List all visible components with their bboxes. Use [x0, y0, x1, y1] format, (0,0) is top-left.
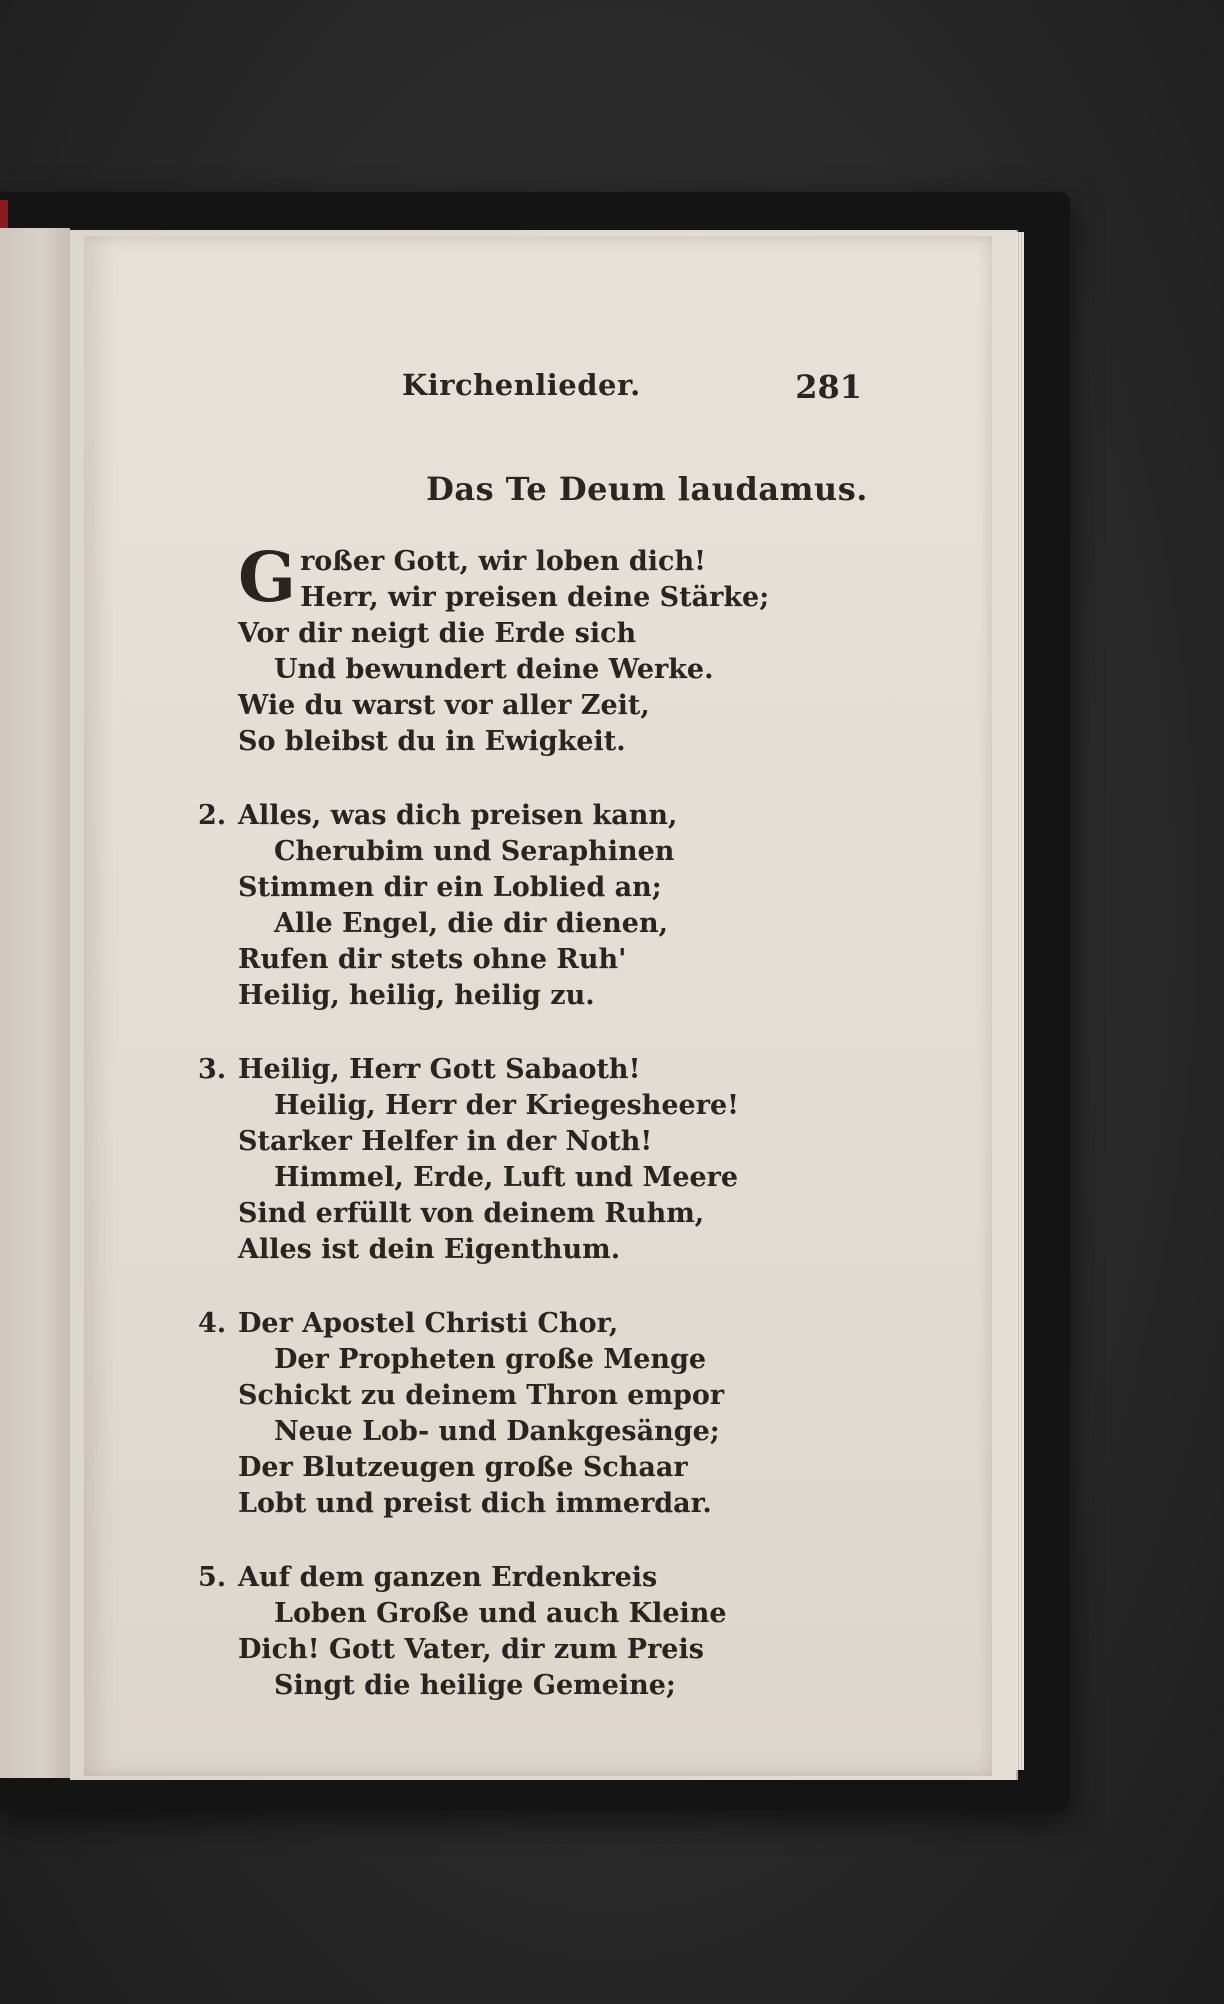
verse-line: Himmel, Erde, Luft und Meere — [274, 1162, 739, 1193]
stanza-number: 4. — [198, 1308, 227, 1339]
verse-line: Wie du warst vor aller Zeit, — [238, 690, 650, 721]
verse-line: Alles ist dein Eigenthum. — [238, 1234, 621, 1265]
hymn-title: Das Te Deum laudamus. — [426, 470, 868, 508]
verse-line: Alles, was dich preisen kann, — [238, 800, 678, 831]
verse-line: Rufen dir stets ohne Ruh' — [238, 944, 627, 975]
previous-page-edge — [0, 228, 70, 1778]
verse-line: Der Apostel Christi Chor, — [238, 1308, 619, 1339]
verse-line: Der Blutzeugen große Schaar — [238, 1452, 688, 1483]
verse-line: Auf dem ganzen Erdenkreis — [238, 1562, 658, 1593]
verse-line: Dich! Gott Vater, dir zum Preis — [238, 1634, 704, 1665]
verse-line: So bleibst du in Ewigkeit. — [238, 726, 626, 757]
verse-line: Heilig, heilig, heilig zu. — [238, 980, 595, 1011]
verse-line: Alle Engel, die dir dienen, — [274, 908, 668, 939]
verse-line: roßer Gott, wir loben dich! — [300, 546, 706, 577]
stanza — [198, 1306, 758, 1522]
page-number: 281 — [795, 368, 862, 406]
verse-line: Loben Große und auch Kleine — [274, 1598, 727, 1629]
stanza-number: 3. — [198, 1054, 227, 1085]
verse-line: Starker Helfer in der Noth! — [238, 1126, 653, 1157]
verse-line: Und bewundert deine Werke. — [274, 654, 714, 685]
verse-line: Cherubim und Seraphinen — [274, 836, 675, 867]
verse-line: Stimmen dir ein Loblied an; — [238, 872, 662, 903]
verse-line: Heilig, Herr der Kriegesheere! — [274, 1090, 739, 1121]
hymn-text — [198, 538, 770, 1742]
verse-line: Der Propheten große Menge — [274, 1344, 707, 1375]
stanza-number: 5. — [198, 1562, 227, 1593]
running-head: Kirchenlieder. — [402, 368, 641, 402]
verse-line: Singt die heilige Gemeine; — [274, 1670, 676, 1701]
stanza — [198, 1052, 758, 1268]
stanza-number: 2. — [198, 800, 227, 831]
verse-line: Vor dir neigt die Erde sich — [238, 618, 637, 649]
verse-line: Herr, wir preisen deine Stärke; — [300, 582, 770, 613]
drop-cap: G — [238, 538, 297, 618]
stanza — [198, 1560, 758, 1704]
verse-line: Schickt zu deinem Thron empor — [238, 1380, 725, 1411]
page-header — [302, 368, 862, 418]
verse-line: Lobt und preist dich immerdar. — [238, 1488, 712, 1519]
verse-line: Neue Lob- und Dankgesänge; — [274, 1416, 720, 1447]
stanza — [238, 538, 770, 760]
verse-line: Sind erfüllt von deinem Ruhm, — [238, 1198, 705, 1229]
stanza — [198, 798, 758, 1014]
verse-line: Heilig, Herr Gott Sabaoth! — [238, 1054, 641, 1085]
